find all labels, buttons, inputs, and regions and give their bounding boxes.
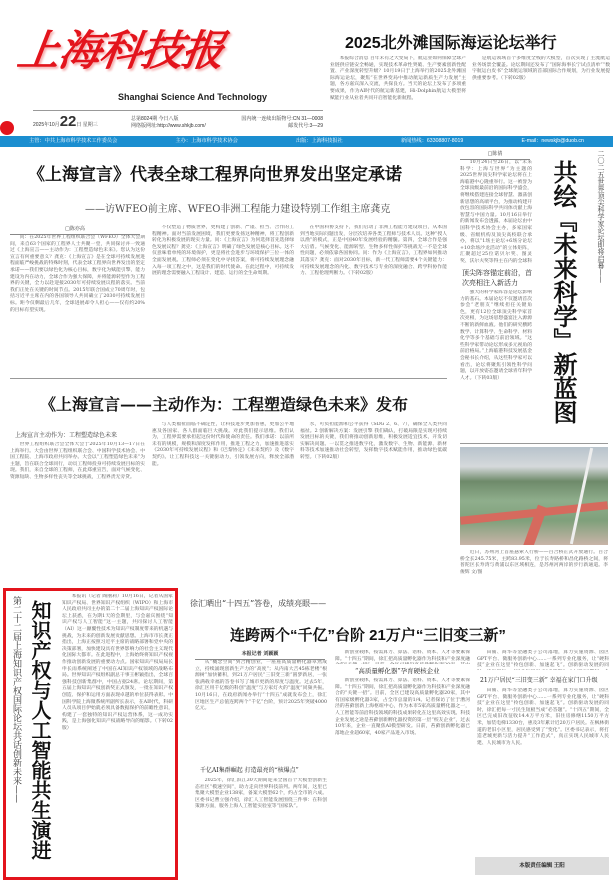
issue-number: 总第8024期 今日八版 xyxy=(131,116,179,122)
second-subhead: 上海宣言主动作为：工程塑造绿色未来 xyxy=(15,432,118,439)
bridge-photo xyxy=(460,447,608,545)
cn-number: 国内统一连续出版物号:CN 31—0008 xyxy=(241,116,323,122)
lead-col1: 问：在2025年世界工程组织联合会（WFEO）全体大会期间，来自63个国家的工程界人士共聚一堂，共同探讨并一致通过《上海宣言——主动作为：工程塑造绿色未来》。您认为这份宣言有何重要意义？龚克：《上海宣言》是在全球可持续发展进程面临严峻挑战的特殊时刻，代表全球工程界向世界发出的坚定承诺——我们要以绿色化为核心目标，数字化为赋能引擎，能力建设为内在动力，全球合作为强大保障，并将能源转型作为工程界的关键，全力以赴迎接2030年可持续发展议程的落实。当前我们正处在关键的时间节点。2015年联合国成立70周年时，包括习近平主席在内的各国领导人共同确立了2030可持续发展目标。距今仅剩最后几年，全球进展却令人担心——仅有约20%的目标有望实现。 xyxy=(10,235,145,313)
side-text2: 强大的科学家阵容是论坛影响力的基石。本届论坛不仅邀请首次参会“老朋友”继续担任关键角色，更有12位全球顶尖科学家首次亮相，为这场思想盛宴注入源源不断的新鲜血液。他们的研究横跨数学、计算科学、生命科学、材料化学等多个基础与前沿领域。“这些科学家带动论坛形成多元视角的前沿格局。”上海临港科技发展基金会秘书长介绍，从这些科学家可以看出，论坛将聚焦引领性科学问题，以开放姿态邀请全球青年科学人才。（下转03版） xyxy=(460,290,532,381)
masthead-logo: 上海科技报 xyxy=(14,26,227,75)
second-col3: 水，可负担能源和公平获得（SDG 2、6、7），确保全人类共同福祉。2 创新解决方案：发展引擎 我们确认，打破局限是实现可持续发展目标的关键，我们将推动创新思维，积极发展适宜技术，开发切实解决问题。一以贯之推进数字化，激发数字、生物、新能源、新材料等技术加速推动社会转型，发挥数字技术赋能作用，推动绿色低碳转型。（下转02版） xyxy=(300,422,447,460)
banner-email: E-mail：newskjb@duob.cn xyxy=(521,138,584,144)
emblem-icon xyxy=(0,121,14,135)
date-prefix: 2025年10月 xyxy=(33,122,60,128)
editor-credit: 本版责任编辑 王阳 xyxy=(475,857,609,875)
bottom-byline: 本报记者 刘颖颖 xyxy=(195,650,325,660)
dateline xyxy=(33,110,323,130)
second-col1: 世界工程组织联合会全体大会于2025年10月13—17日在上海举行。大会由世界工程组织联合会、中国科学技术协会、中国工程院、上海市政府共同举办。大会以“工程塑造绿色未来”为主题，旨在联合全球同行，动员工程师投身可持续发展目标的实现。我们，来自全球的工程师，在此郑重宣告，面对气候变化、资源短缺、生物多样性丧失等全球挑战，工程界责无旁贷。 xyxy=(10,442,145,480)
lead-title: 《上海宣言》代表全球工程界向世界发出坚定承诺 xyxy=(28,165,402,185)
bottom-col2-top: 新创业载体，按需算力、算法、语料、资本、人才等要素保障。“十四五”期间，徐汇把高质量孵化器作为科技和产业深度融 xyxy=(335,650,470,662)
bottom-kicker: 徐汇晒出“十四五”答卷，成绩亮眼—— xyxy=(190,599,327,608)
banner-hotline: 新闻热线：63308807-8019 xyxy=(400,138,464,144)
date-suffix: 日 星期三 xyxy=(76,122,98,128)
side-vertical-kicker: 二〇二五世界顶尖科学家论坛即将启幕—— xyxy=(597,150,605,283)
second-col2: 与人类福祉面临不确定性，让科技进步更加普惠，更加公平地惠及各国家、各人群面临巨大挑战。对此我们提示思维。我们认为，工程界需要承担起这份时代和使命的责任。我们承诺：以前所未有的规模，规模和深度发挥作用，推进工程之力，加速推进落实《2030年可持续发展议程》和《巴黎协定》《未来契约》及《数字契约》。让工程科技这一关键驱动力，引领发展方向，释放全部潜能。 xyxy=(152,422,294,467)
bottom-col1b: 2025年，徐汇滨江30天期间迎来全国首个大模型创新生态社区“模速空间”，助力走向世界科技前列。两年间，这里已集聚大模型企业138家，备案大模型62个，约占全市的六成。区委书记曹立强介绍，徐汇人工智能发展围绕三件事：在科创策源方面，服务上海人工智能实验室等“国家队”。 xyxy=(195,778,327,810)
banner-publisher: 出版：上海科技报社 xyxy=(296,138,343,144)
masthead-english: Shanghai Science And Technology xyxy=(118,92,268,102)
side-subhead: 顶尖阵容锚定前沿，首次亮相注入新活力 xyxy=(462,269,532,287)
bottom-col3: 田铺、商华等金融类子公司落地，算力实施资源、园区GPT平台、微服务创新中心……一系列专业化服务，让“硬科技”企业在这里“拎包创新、加速起飞”。创新驱动发展的同时，徐汇把每一寸民生短板当成“必答题”。“十四五”期间，全区已完成旧改征收14.4万平方米，旧住房修缮1150万平方米，加装电梯1330台，惠及3年累计近20万户居民。在枫林街道的老旧小区里，居民感受到了“变化”。区委书记表示，将打造老城更新与活力提升“工作范式”，真正实现人民城市人民建、人民城市为人民。 xyxy=(477,688,609,746)
bottom-subhead-2: “高质量孵化器”孕育硬核企业 xyxy=(355,667,440,675)
top-story-col1: 本报综合消息 百年未有之大变局下，航运业如何保障全球产业链供应链安全畅通，实现技术革命性突破、生产要素创新性配置、产业深度转型升级？10月19日于上海举行的2025北外滩国际海运论坛，聚焦“在世界变局中推动航运新质生产力发展”主题，各方嘉宾深入交流，共探良方。当天的论坛上发布了多项重要成果，作为AI时代的航运新基建，Hi-Dolphin航运大模型将赋能行业从业者共同开启智能化新航程。 xyxy=(330,56,466,101)
red-text: 本报讯（记者 陶丽莉）10月16日，记者从国家知识产权局、世界知识产权组织（WIPO）和上海市人民政府共同主办的第二十二届上海知识产权国际论坛上获悉，在为期1天的会期里，与会嘉宾围绕“知识产权与人工智能”这一主题，共同探讨人工智能（AI）这一颠覆性技术为知识产权制度带来的机遇与挑战，为未来的创新发展贡献思想。上海市市长龚正指出，上海正按照习近平主席的战略部署和党中央的决策部署，加快建设具有世界影响力的社会主义现代化国际大都市。在此进程中，上海始终将知识产权视作推动创新发展的重要动力点。国家知识产权局局长申长雨系统阐述了中国在AI知识产权领域的战略布局。世界知识产权组织副总干事王彬颖指出，全球百强科技创新集群中，中国占据24席。论坛期间，第五届上海知识产权创新奖正式颁发，一批在知识产权创造、保护和运用方面表现卓越的单位获得表彰。中国科学院上海微系统所副所长表示，在AI时代，科研人员从项目伊始就必须具备数据保护的前瞻性意识，构建了一套独特的知识产权运营体系，这一成功实践，是上海强化知识产权战略导向的缩影。（下转02版） xyxy=(62,594,173,731)
second-title: 《上海宣言——主动作为：工程塑造绿色未来》发布 xyxy=(40,395,409,414)
postal-code: 邮发代号:3—29 xyxy=(288,123,323,129)
website: 网络版网址:http://www.shkjb.com/ xyxy=(131,123,206,129)
lead-byline: □陈亦高 xyxy=(10,225,140,235)
top-story-title: 2025北外滩国际海运论坛举行 xyxy=(345,35,557,52)
bottom-col3-top: 田铺、商华等金融类子公司落地，算力实施资源、园区GPT平台、微服务创新中心……一系列专业化服务，让“硬科技”企业在这里“拎包创新、加速起飞”。创新驱动发展的同 xyxy=(477,650,609,669)
bottom-subhead-3: 21万户居民“三旧变三新” 幸福在家门口升级 xyxy=(480,677,598,684)
bottom-subhead-1: 千亿AI集群崛起 打造最亮的“核爆点” xyxy=(200,767,299,774)
banner-supervisor: 主管：中共上海市科学技术工作委员会 xyxy=(29,138,118,144)
top-story-col2: 是航运领域首个多维度全栈的大模型，首次实现了主流航运业务场景全覆盖。论坛期间还发布了“国际海事长宁试点清单”“数字航运白皮书”全球航运领域的首部国际合作规划，为行业发展提供重要参考。（下转02版） xyxy=(472,56,610,81)
lead-col3: 在中国科协支持下，我们启动了非洲工程能力建设项目，从本国到当地实际问题出发，分层次培养各类工程师与技术人员。这种“授人以渔”的模式，正是中国40年发展经验的精髓。第四，全球合作是强大后盾。气候变化、能源转型、生物多样性保护等挑战无一不是全球性问题，必须依靠各国协同。问：作为《上海宣言》，工程界如何推动其落实？龚克：面对2030年目标，新一代工程师需要4个关键能力：可持续发展理念的内化、数字技术与专业的深度融合、跨学科协作能力、工程伦理判断力。（下转02版） xyxy=(300,225,447,277)
info-banner xyxy=(0,136,613,147)
banner-sponsor: 主办：上海市科学技术协会 xyxy=(175,138,238,144)
divider xyxy=(10,378,447,379)
divider xyxy=(460,443,608,444)
bottom-title: 连跨两个“千亿”台阶 21万户“三旧变三新” xyxy=(230,627,506,644)
side-vertical-title: 共绘『未来科学』新蓝图 xyxy=(549,160,578,424)
lead-subtitle: ——访WFEO前主席、WFEO非洲工程能力建设特别工作组主席龚克 xyxy=(85,204,391,215)
red-kicker: 第二十二届上海知识产权国际论坛共话创新未来—— xyxy=(11,596,21,803)
side-text1: 10月24日至26日，以“未来科学：上海与世界”为主题的2025世界顶尖科学家论坛将在上海临港中心隆重举行。这一被誉为全球顶级最前沿的国际科学盛会，将继续搭建连接全球智慧、激荡创新思想的高端平台，为推动构建开放包容的国际科学共同体贡献上海智慧与中国力量。10月16日举行的新闻发布会透露，本届论坛由中国科学技术协会主办，多家国家级、省级机构及顶尖高校联合承办，将以“1场主论坛+6场分论坛+10余场沙龙活动”的立体矩阵，汇聚超过25位诺贝尔奖、图灵奖、沃尔夫奖等得主在内的全球科 xyxy=(460,160,532,264)
bottom-col1a: 从“概念空间”到合精创业，一座座高质量孵化器卓然成立，持续涌现创新生产力的“高度”；从内南大吉45栋老楼“根源树”加快蓄积，到21万户居民“三旧变三新”圆梦新居，一张张满载幸福的答卷书写了城市更新的厚度与温度。过去5年，徐汇区用千亿级的科创“温度”与万家灯火的“温度”同频共振。10月16日，在政府新闻办举行“十四五”成就发布会上，徐汇区地区生产总值连跨两个“千亿”台阶，预计2025年突破4000亿元。 xyxy=(195,660,327,712)
date-day: 22 xyxy=(59,113,77,130)
lead-col2: 不仅塑造了物质世界，更构建了创新、严谨、担当、合作的工程精神。面对当前发展困境，我们更要发扬这种精神，将工程创新转化为积极发展的现实力量。问：《上海宣言》为何选择首先选择绿色发展议程？龚克：《上海宣言》明确了绿色发展是核心目标。这不仅意味着单纯的环境保护，更是将社会进步与环境保护三位一体的全面发展观。工程师必须在变化中寻找答案，将可持续发展理念融入每一项工程之中，这是我们的时代使命。在此过程中，可持续发展的理念需要融入工程设计、建造、运行的全生命周期。 xyxy=(152,225,294,277)
photo-caption: 近日，苏州河上首座悬索人行桥——百合桥正式开放通行。百合桥全长245.75米，主跨83.95米，位于长寿路桥和昌化路桥之间，将普陀区长寿湾与黄浦以东区域相连，是苏州河两岸的步行新通道。李俊辉 文/图 xyxy=(460,550,608,575)
bottom-col2: 新创业载体，按需算力、算法、语料、资本、人才等要素保障。“十四五”期间，徐汇把高质量孵化器作为科技和产业深度融合的“关键一招”。目前，全区已建设高质量孵化器20家，其中有国家级孵化器3家，占全市总量的1/4。记者探访了位于漕河泾的苔藓创新上海枢纽中心，作为本市5家高质量孵化器之一，人工智能等前沿科技领域的科技成果转化在这里高效实现。科技企业发展之途是苔藓创新孵化器投资的第一层“校友企业”，过去10年来，企业一直聚焦AI模型研发。日前，苔藓创新孵化器已落地企业超60家，40家产品进入市场。 xyxy=(335,678,470,736)
red-title: 知识产权与人工智能共生演进 xyxy=(28,600,52,860)
side-byline: □陈倩 xyxy=(460,150,530,160)
